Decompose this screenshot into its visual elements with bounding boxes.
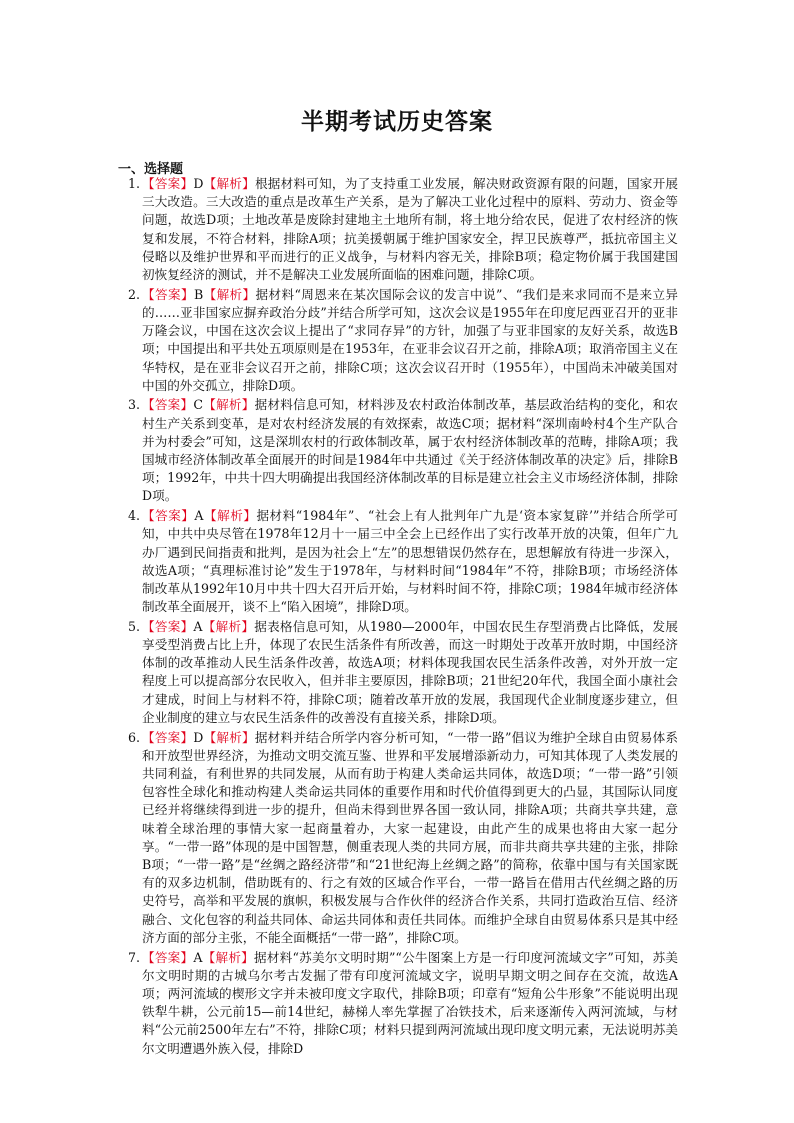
list-item: [118, 507, 678, 616]
analysis-tag: 【解析】: [202, 618, 255, 634]
analysis-text: 据表格信息可知，从1980—2000年，中国农民生存型消费占比降低，发展享受型消费占比上升，体现了农民生活条件有所改善，而这一时期处于改革开放时期，中国经济体制的改革推动人民生活条件改善，故选A项；材料体现我国农民生活条件改善，对外开放一定程度上可以提高部分农民收入，但并非主要原因，排除B项；21世纪20年代，我国全面小康社会才建成，时间上与材料不符，排除C项；随着改革开放的发展，我国现代企业制度逐步建立，但企业制度的建立与农民生活条件的改善没有直接关系，排除D项。: [142, 618, 678, 725]
analysis-text: 据材料“苏美尔文明时期”“公牛图案上方是一行印度河流域文字”可知，苏美尔文明时期的古城乌尔考古发掘了带有印度河流域文字，说明早期文明之间存在交流，故选A项；两河流域的楔形文字并未被印度文字取代，排除B项；印章有“短角公牛形象”不能说明出现铁犁牛耕，公元前15—前14世纪，赫梯人率先掌握了冶铁技术，后来逐渐传入两河流域，与材料“公元前2500年左右”不符，排除C项；材料只提到两河流域出现印度文明元素，无法说明苏美尔文明遭遇外族入侵，排除D: [142, 949, 678, 1056]
list-item: [118, 175, 678, 284]
list-item: [118, 618, 678, 727]
answer-tag: 【答案】: [142, 397, 194, 413]
section-heading: 一、选择题: [118, 162, 184, 177]
analysis-text: 据材料“周恩来在某次国际会议的发言中说”、“我们是来求同而不是来立异的……亚非国家应摒弃政治分歧”并结合所学可知，这次会议是1955年在印度尼西亚召开的亚非万隆会议，中国在这次会议上提出了“求同存异”的方针，加强了与亚非国家的友好关系，故选B项；中国提出和平共处五项原则是在1953年，在亚非会议召开之前，排除A项；取消帝国主义在华特权，是在亚非会议召开之前，排除C项；这次会议召开时（1955年），中国尚未冲破美国对中国的外交孤立，排除D项。: [142, 286, 679, 393]
answer-letter: D: [193, 729, 204, 745]
analysis-text: 据材料信息可知，材料涉及农村政治体制改革，基层政治结构的变化，和农村生产关系到变革，是对农村经济发展的有效探索，故选C项；据材料“深圳南岭村4个生产队合并为村委会”可知，这是深圳农村的行政体制改革，属于农村经济体制改革的范畴，排除A项；我国城市经济体制改革全面展开的时间是1984年中共通过《关于经济体制改革的决定》后，排除B项；1992年，中共十四大明确提出我国经济体制改革的目标是建立社会主义市场经济体制，排除D项。: [142, 397, 679, 504]
analysis-text: 据材料并结合所学内容分析可知，“一带一路”倡议为维护全球自由贸易体系和开放型世界经济，为推动文明交流互鉴、世界和平发展增添新动力，可知其体现了人类发展的共同利益，有利世界的共同发展，从而有助于构建人类命运共同体，故选D项；“一带一路”引领包容性全球化和推动构建人类命运共同体的重要作用和时代价值得到更大的凸显，其国际认同度已经并将继续得到进一步的提升，但尚未得到世界各国一致认同，排除A项；共商共享共建，意味着全球治理的事情大家一起商量着办，大家一起建设，由此产生的成果也将由大家一起分享。“一带一路”体现的是中国智慧，侧重表现人类的共同方展，而非共商共享共建的主张，排除B项；“一带一路”是“丝绸之路经济带”和“21世纪海上丝绸之路”的简称，依靠中国与有关国家既有的双多边机制，借助既有的、行之有效的区域合作平台，一带一路旨在借用古代丝绸之路的历史符号，高举和平发展的旗帜，积极发展与合作伙伴的经济合作关系，共同打造政治互信、经济融合、文化包容的利益共同体、命运共同体和责任共同体。而维护全球自由贸易体系只是其中经济方面的部分主张，不能全面概括“一带一路”，排除C项。: [142, 729, 679, 945]
item-number: 2.: [127, 286, 140, 302]
analysis-text: 据材料“1984年”、“社会上有人批判年广九是‘资本家复辟’”并结合所学可知，中共中央尽管在1978年12月十一届三中全会上已经作出了实行改革开放的决策，但年广九办厂遇到民间指责和批判，是因为社会上“左”的思想错误仍然存在，思想解放有待进一步深入，故选A项；“真理标准讨论”发生于1978年，与材料时间“1984年”不符，排除B项；市场经济体制改革从1992年10月中共十四大召开后开始，与材料时间不符，排除C项；1984年城市经济体制改革全面展开，谈不上“陷入困境”，排除D项。: [142, 508, 679, 615]
analysis-tag: 【解析】: [203, 508, 257, 524]
answer-letter: A: [193, 618, 203, 634]
analysis-tag: 【解析】: [202, 949, 254, 965]
analysis-tag: 【解析】: [203, 176, 255, 191]
answer-tag: 【答案】: [142, 949, 194, 965]
answer-tag: 【答案】: [142, 286, 194, 302]
analysis-tag: 【解析】: [203, 729, 255, 745]
answer-tag: 【答案】: [142, 618, 194, 634]
answer-letter: D: [193, 176, 204, 191]
answer-tag: 【答案】: [142, 176, 194, 191]
answer-tag: 【答案】: [142, 508, 195, 524]
list-item: [118, 396, 678, 505]
item-number: 4.: [127, 508, 140, 524]
answer-letter: A: [193, 949, 203, 965]
list-item: [118, 286, 678, 395]
page-title: 半期考试历史答案: [301, 109, 493, 135]
answer-letter: C: [193, 397, 203, 413]
item-number: 1.: [127, 176, 140, 191]
item-number: 6.: [127, 729, 140, 745]
analysis-text: 根据材料可知，为了支持重工业发展，解决财政资源有限的问题，国家开展三大改造。三大改造的重点是改革生产关系，是为了解决工业化过程中的原料、劳动力、资金等问题，故选D项；土地改革是废除封建地主土地所有制，将土地分给农民，促进了农村经济的恢复和发展，不符合材料，排除A项；抗美援朝属于维护国家安全，捍卫民族尊严，抵抗帝国主义侵略以及维护世界和平而进行的正义战争，与材料内容无关，排除B项；稳定物价属于我国建国初恢复经济的测试，并不是解决工业发展所面临的困难问题，排除C项。: [142, 176, 679, 283]
list-item: [118, 729, 678, 947]
list-item: [118, 949, 678, 1058]
item-number: 7.: [127, 949, 140, 965]
item-number: 3.: [127, 397, 140, 413]
answer-tag: 【答案】: [142, 729, 194, 745]
analysis-tag: 【解析】: [203, 397, 255, 413]
item-number: 5.: [127, 618, 140, 634]
answer-letter: A: [194, 508, 204, 524]
answer-letter: B: [193, 286, 204, 302]
answer-list: [118, 175, 678, 1059]
analysis-tag: 【解析】: [203, 286, 256, 302]
